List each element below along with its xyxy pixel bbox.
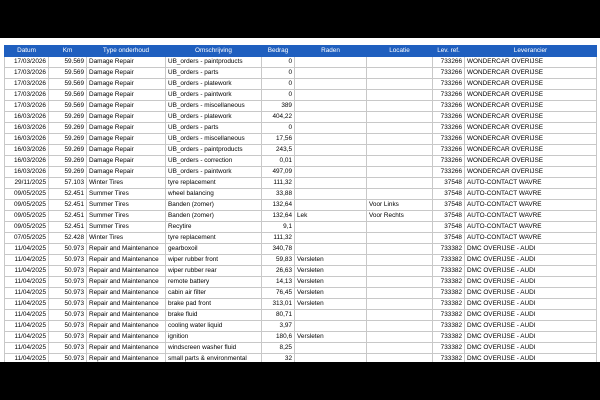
table-row[interactable]: [5, 222, 597, 233]
location-cell: Voor Rechts: [367, 211, 433, 222]
date-cell: 17/03/2026: [5, 57, 49, 68]
description-cell: brake fluid: [166, 310, 262, 321]
amount-cell: 0: [262, 90, 295, 101]
supplier-ref-cell: 733382: [433, 244, 465, 255]
column-header-omschrijving[interactable]: Omschrijving: [166, 46, 262, 57]
location-cell: [367, 101, 433, 112]
reason-cell: Versleten: [295, 255, 367, 266]
reason-cell: [295, 189, 367, 200]
km-cell: 59.569: [49, 57, 87, 68]
km-cell: 50.973: [49, 332, 87, 343]
description-cell: gearboxoil: [166, 244, 262, 255]
type-cell: Repair and Maintenance: [87, 244, 166, 255]
amount-cell: 26,63: [262, 266, 295, 277]
amount-cell: 14,13: [262, 277, 295, 288]
location-cell: [367, 332, 433, 343]
reason-cell: Lek: [295, 211, 367, 222]
table-row[interactable]: [5, 299, 597, 310]
column-header-lev-ref[interactable]: Lev. ref.: [433, 46, 465, 57]
reason-cell: Versleten: [295, 266, 367, 277]
supplier-cell: DMC OVERIJSE - AUDI: [465, 244, 597, 255]
type-cell: Damage Repair: [87, 112, 166, 123]
column-header-bedrag[interactable]: Bedrag: [262, 46, 295, 57]
supplier-ref-cell: 733382: [433, 321, 465, 332]
km-cell: 50.973: [49, 299, 87, 310]
type-cell: Summer Tires: [87, 211, 166, 222]
table-row[interactable]: [5, 200, 597, 211]
description-cell: Recytire: [166, 222, 262, 233]
location-cell: [367, 343, 433, 354]
km-cell: 52.428: [49, 233, 87, 244]
amount-cell: 180,6: [262, 332, 295, 343]
km-cell: 50.973: [49, 321, 87, 332]
column-header-raden[interactable]: Raden: [295, 46, 367, 57]
amount-cell: 389: [262, 101, 295, 112]
amount-cell: 32: [262, 354, 295, 365]
table-row[interactable]: [5, 321, 597, 332]
km-cell: 59.269: [49, 123, 87, 134]
date-cell: 11/04/2025: [5, 354, 49, 365]
location-cell: [367, 90, 433, 101]
description-cell: tyre replacement: [166, 233, 262, 244]
date-cell: 16/03/2026: [5, 112, 49, 123]
km-cell: 50.973: [49, 343, 87, 354]
amount-cell: 132,64: [262, 200, 295, 211]
km-cell: 59.269: [49, 112, 87, 123]
table-row[interactable]: [5, 310, 597, 321]
type-cell: Repair and Maintenance: [87, 266, 166, 277]
type-cell: Damage Repair: [87, 156, 166, 167]
supplier-cell: WONDERCAR OVERIJSE: [465, 134, 597, 145]
description-cell: UB_orders - platework: [166, 112, 262, 123]
description-cell: remote battery: [166, 277, 262, 288]
date-cell: 29/11/2025: [5, 178, 49, 189]
km-cell: 50.973: [49, 288, 87, 299]
location-cell: [367, 299, 433, 310]
supplier-ref-cell: 733382: [433, 266, 465, 277]
km-cell: 57.103: [49, 178, 87, 189]
table-row[interactable]: [5, 343, 597, 354]
supplier-ref-cell: 733382: [433, 354, 465, 365]
table-row[interactable]: [5, 178, 597, 189]
maintenance-history-table: [4, 45, 597, 365]
amount-cell: 404,22: [262, 112, 295, 123]
description-cell: small parts & environmental: [166, 354, 262, 365]
table-row[interactable]: [5, 189, 597, 200]
supplier-cell: DMC OVERIJSE - AUDI: [465, 321, 597, 332]
date-cell: 17/03/2026: [5, 79, 49, 90]
description-cell: wiper rubber front: [166, 255, 262, 266]
description-cell: UB_orders - paintwork: [166, 167, 262, 178]
location-cell: [367, 310, 433, 321]
location-cell: [367, 233, 433, 244]
type-cell: Repair and Maintenance: [87, 277, 166, 288]
date-cell: 11/04/2025: [5, 343, 49, 354]
reason-cell: [295, 112, 367, 123]
amount-cell: 0,01: [262, 156, 295, 167]
amount-cell: 8,25: [262, 343, 295, 354]
column-header-leverancier[interactable]: Leverancier: [465, 46, 597, 57]
date-cell: 11/04/2025: [5, 277, 49, 288]
km-cell: 59.569: [49, 101, 87, 112]
supplier-ref-cell: 733266: [433, 90, 465, 101]
supplier-ref-cell: 733266: [433, 101, 465, 112]
amount-cell: 59,83: [262, 255, 295, 266]
reason-cell: [295, 134, 367, 145]
table-row[interactable]: [5, 277, 597, 288]
km-cell: 59.269: [49, 134, 87, 145]
supplier-cell: DMC OVERIJSE - AUDI: [465, 343, 597, 354]
date-cell: 07/05/2025: [5, 233, 49, 244]
reason-cell: [295, 167, 367, 178]
description-cell: cooling water liquid: [166, 321, 262, 332]
reason-cell: [295, 79, 367, 90]
supplier-ref-cell: 733382: [433, 332, 465, 343]
amount-cell: 33,88: [262, 189, 295, 200]
description-cell: UB_orders - parts: [166, 68, 262, 79]
supplier-cell: DMC OVERIJSE - AUDI: [465, 310, 597, 321]
date-cell: 17/03/2026: [5, 90, 49, 101]
supplier-cell: WONDERCAR OVERIJSE: [465, 79, 597, 90]
date-cell: 11/04/2025: [5, 244, 49, 255]
description-cell: wiper rubber rear: [166, 266, 262, 277]
location-cell: [367, 112, 433, 123]
type-cell: Damage Repair: [87, 57, 166, 68]
reason-cell: [295, 90, 367, 101]
reason-cell: [295, 178, 367, 189]
supplier-cell: AUTO-CONTACT WAVRE: [465, 233, 597, 244]
description-cell: UB_orders - paintproducts: [166, 57, 262, 68]
supplier-cell: WONDERCAR OVERIJSE: [465, 156, 597, 167]
amount-cell: 111,32: [262, 233, 295, 244]
date-cell: 16/03/2026: [5, 134, 49, 145]
supplier-cell: DMC OVERIJSE - AUDI: [465, 299, 597, 310]
location-cell: [367, 156, 433, 167]
reason-cell: [295, 145, 367, 156]
location-cell: [367, 57, 433, 68]
reason-cell: [295, 321, 367, 332]
location-cell: Voor Links: [367, 200, 433, 211]
supplier-ref-cell: 733382: [433, 299, 465, 310]
reason-cell: [295, 57, 367, 68]
bottom-letterbox-bar: [0, 362, 600, 400]
date-cell: 09/05/2025: [5, 200, 49, 211]
type-cell: Repair and Maintenance: [87, 299, 166, 310]
km-cell: 50.973: [49, 266, 87, 277]
amount-cell: 313,01: [262, 299, 295, 310]
column-header-type-onderhoud[interactable]: Type onderhoud: [87, 46, 166, 57]
description-cell: UB_orders - platework: [166, 79, 262, 90]
table-row[interactable]: [5, 288, 597, 299]
reason-cell: Versleten: [295, 332, 367, 343]
date-cell: 11/04/2025: [5, 299, 49, 310]
column-header-datum[interactable]: Datum: [5, 46, 49, 57]
description-cell: wheel balancing: [166, 189, 262, 200]
type-cell: Repair and Maintenance: [87, 354, 166, 365]
table-row[interactable]: [5, 90, 597, 101]
supplier-ref-cell: 37548: [433, 200, 465, 211]
supplier-ref-cell: 733266: [433, 68, 465, 79]
km-cell: 50.973: [49, 277, 87, 288]
date-cell: 11/04/2025: [5, 255, 49, 266]
reason-cell: Versleten: [295, 288, 367, 299]
location-cell: [367, 266, 433, 277]
supplier-cell: DMC OVERIJSE - AUDI: [465, 288, 597, 299]
supplier-ref-cell: 733266: [433, 57, 465, 68]
amount-cell: 0: [262, 79, 295, 90]
reason-cell: [295, 68, 367, 79]
supplier-ref-cell: 37548: [433, 178, 465, 189]
description-cell: UB_orders - parts: [166, 123, 262, 134]
date-cell: 11/04/2025: [5, 310, 49, 321]
amount-cell: 497,09: [262, 167, 295, 178]
type-cell: Damage Repair: [87, 123, 166, 134]
supplier-cell: WONDERCAR OVERIJSE: [465, 167, 597, 178]
amount-cell: 80,71: [262, 310, 295, 321]
type-cell: Winter Tires: [87, 233, 166, 244]
amount-cell: 132,64: [262, 211, 295, 222]
amount-cell: 340,78: [262, 244, 295, 255]
description-cell: Banden (zomer): [166, 200, 262, 211]
table-row[interactable]: [5, 79, 597, 90]
type-cell: Damage Repair: [87, 101, 166, 112]
km-cell: 59.569: [49, 79, 87, 90]
table-row[interactable]: [5, 156, 597, 167]
reason-cell: [295, 222, 367, 233]
km-cell: 52.451: [49, 211, 87, 222]
description-cell: cabin air filter: [166, 288, 262, 299]
date-cell: 09/05/2025: [5, 211, 49, 222]
date-cell: 17/03/2026: [5, 101, 49, 112]
km-cell: 50.973: [49, 354, 87, 365]
supplier-cell: WONDERCAR OVERIJSE: [465, 57, 597, 68]
supplier-cell: DMC OVERIJSE - AUDI: [465, 277, 597, 288]
table-row[interactable]: [5, 255, 597, 266]
supplier-cell: WONDERCAR OVERIJSE: [465, 101, 597, 112]
date-cell: 11/04/2025: [5, 288, 49, 299]
amount-cell: 0: [262, 68, 295, 79]
type-cell: Summer Tires: [87, 222, 166, 233]
amount-cell: 17,56: [262, 134, 295, 145]
type-cell: Repair and Maintenance: [87, 343, 166, 354]
description-cell: UB_orders - paintwork: [166, 90, 262, 101]
km-cell: 59.269: [49, 156, 87, 167]
amount-cell: 111,32: [262, 178, 295, 189]
amount-cell: 76,45: [262, 288, 295, 299]
type-cell: Repair and Maintenance: [87, 288, 166, 299]
supplier-cell: AUTO-CONTACT WAVRE: [465, 189, 597, 200]
location-cell: [367, 145, 433, 156]
table-row[interactable]: [5, 68, 597, 79]
table-row[interactable]: [5, 266, 597, 277]
location-cell: [367, 68, 433, 79]
km-cell: 52.451: [49, 222, 87, 233]
top-letterbox-bar: [0, 0, 600, 38]
table-row[interactable]: [5, 57, 597, 68]
date-cell: 16/03/2026: [5, 167, 49, 178]
reason-cell: [295, 123, 367, 134]
table-row[interactable]: [5, 167, 597, 178]
supplier-ref-cell: 733266: [433, 79, 465, 90]
km-cell: 59.569: [49, 90, 87, 101]
type-cell: Repair and Maintenance: [87, 255, 166, 266]
type-cell: Damage Repair: [87, 68, 166, 79]
supplier-cell: AUTO-CONTACT WAVRE: [465, 222, 597, 233]
table-row[interactable]: [5, 134, 597, 145]
location-cell: [367, 134, 433, 145]
type-cell: Repair and Maintenance: [87, 332, 166, 343]
description-cell: UB_orders - miscellaneous: [166, 101, 262, 112]
amount-cell: 0: [262, 57, 295, 68]
date-cell: 16/03/2026: [5, 156, 49, 167]
supplier-ref-cell: 733382: [433, 310, 465, 321]
date-cell: 09/05/2025: [5, 222, 49, 233]
column-header-locatie[interactable]: Locatie: [367, 46, 433, 57]
reason-cell: [295, 156, 367, 167]
location-cell: [367, 189, 433, 200]
reason-cell: [295, 310, 367, 321]
km-cell: 50.973: [49, 310, 87, 321]
supplier-ref-cell: 733382: [433, 343, 465, 354]
supplier-cell: DMC OVERIJSE - AUDI: [465, 354, 597, 365]
supplier-ref-cell: 733266: [433, 112, 465, 123]
supplier-cell: AUTO-CONTACT WAVRE: [465, 178, 597, 189]
description-cell: tyre replacement: [166, 178, 262, 189]
supplier-cell: DMC OVERIJSE - AUDI: [465, 266, 597, 277]
type-cell: Damage Repair: [87, 79, 166, 90]
km-cell: 59.269: [49, 145, 87, 156]
table-row[interactable]: [5, 101, 597, 112]
date-cell: 16/03/2026: [5, 123, 49, 134]
description-cell: UB_orders - paintproducts: [166, 145, 262, 156]
supplier-ref-cell: 733266: [433, 134, 465, 145]
date-cell: 11/04/2025: [5, 321, 49, 332]
km-cell: 59.569: [49, 68, 87, 79]
type-cell: Damage Repair: [87, 167, 166, 178]
description-cell: UB_orders - miscellaneous: [166, 134, 262, 145]
amount-cell: 9,1: [262, 222, 295, 233]
description-cell: brake pad front: [166, 299, 262, 310]
supplier-cell: WONDERCAR OVERIJSE: [465, 68, 597, 79]
table-header-row: [5, 46, 597, 57]
type-cell: Summer Tires: [87, 200, 166, 211]
supplier-cell: WONDERCAR OVERIJSE: [465, 90, 597, 101]
table-row[interactable]: [5, 145, 597, 156]
location-cell: [367, 288, 433, 299]
type-cell: Repair and Maintenance: [87, 310, 166, 321]
reason-cell: [295, 244, 367, 255]
amount-cell: 243,5: [262, 145, 295, 156]
location-cell: [367, 277, 433, 288]
table-row[interactable]: [5, 112, 597, 123]
reason-cell: Versleten: [295, 299, 367, 310]
table-row[interactable]: [5, 233, 597, 244]
amount-cell: 3,97: [262, 321, 295, 332]
supplier-cell: DMC OVERIJSE - AUDI: [465, 255, 597, 266]
type-cell: Damage Repair: [87, 90, 166, 101]
table-row[interactable]: [5, 123, 597, 134]
supplier-ref-cell: 733382: [433, 288, 465, 299]
supplier-ref-cell: 733266: [433, 145, 465, 156]
table-row[interactable]: [5, 244, 597, 255]
location-cell: [367, 321, 433, 332]
supplier-cell: DMC OVERIJSE - AUDI: [465, 332, 597, 343]
column-header-km[interactable]: Km: [49, 46, 87, 57]
type-cell: Damage Repair: [87, 145, 166, 156]
table-row[interactable]: [5, 211, 597, 222]
supplier-cell: AUTO-CONTACT WAVRE: [465, 211, 597, 222]
location-cell: [367, 167, 433, 178]
type-cell: Summer Tires: [87, 189, 166, 200]
supplier-cell: WONDERCAR OVERIJSE: [465, 112, 597, 123]
description-cell: windscreen washer fluid: [166, 343, 262, 354]
location-cell: [367, 123, 433, 134]
description-cell: UB_orders - correction: [166, 156, 262, 167]
supplier-ref-cell: 733266: [433, 156, 465, 167]
table-body: [5, 57, 597, 365]
supplier-ref-cell: 37548: [433, 233, 465, 244]
km-cell: 50.973: [49, 255, 87, 266]
location-cell: [367, 79, 433, 90]
location-cell: [367, 255, 433, 266]
reason-cell: [295, 200, 367, 211]
type-cell: Repair and Maintenance: [87, 321, 166, 332]
date-cell: 11/04/2025: [5, 332, 49, 343]
km-cell: 52.451: [49, 189, 87, 200]
location-cell: [367, 222, 433, 233]
date-cell: 16/03/2026: [5, 145, 49, 156]
location-cell: [367, 244, 433, 255]
reason-cell: Versleten: [295, 277, 367, 288]
description-cell: Banden (zomer): [166, 211, 262, 222]
table-row[interactable]: [5, 332, 597, 343]
supplier-ref-cell: 37548: [433, 189, 465, 200]
type-cell: Winter Tires: [87, 178, 166, 189]
date-cell: 09/05/2025: [5, 189, 49, 200]
reason-cell: [295, 233, 367, 244]
supplier-ref-cell: 733266: [433, 123, 465, 134]
type-cell: Damage Repair: [87, 134, 166, 145]
supplier-cell: AUTO-CONTACT WAVRE: [465, 200, 597, 211]
km-cell: 59.269: [49, 167, 87, 178]
supplier-ref-cell: 37548: [433, 211, 465, 222]
supplier-ref-cell: 37548: [433, 222, 465, 233]
date-cell: 11/04/2025: [5, 266, 49, 277]
amount-cell: 0: [262, 123, 295, 134]
supplier-cell: WONDERCAR OVERIJSE: [465, 145, 597, 156]
km-cell: 52.451: [49, 200, 87, 211]
supplier-ref-cell: 733382: [433, 255, 465, 266]
km-cell: 50.973: [49, 244, 87, 255]
date-cell: 17/03/2026: [5, 68, 49, 79]
supplier-cell: WONDERCAR OVERIJSE: [465, 123, 597, 134]
description-cell: ignition: [166, 332, 262, 343]
supplier-ref-cell: 733266: [433, 167, 465, 178]
location-cell: [367, 178, 433, 189]
reason-cell: [295, 101, 367, 112]
supplier-ref-cell: 733382: [433, 277, 465, 288]
reason-cell: [295, 343, 367, 354]
